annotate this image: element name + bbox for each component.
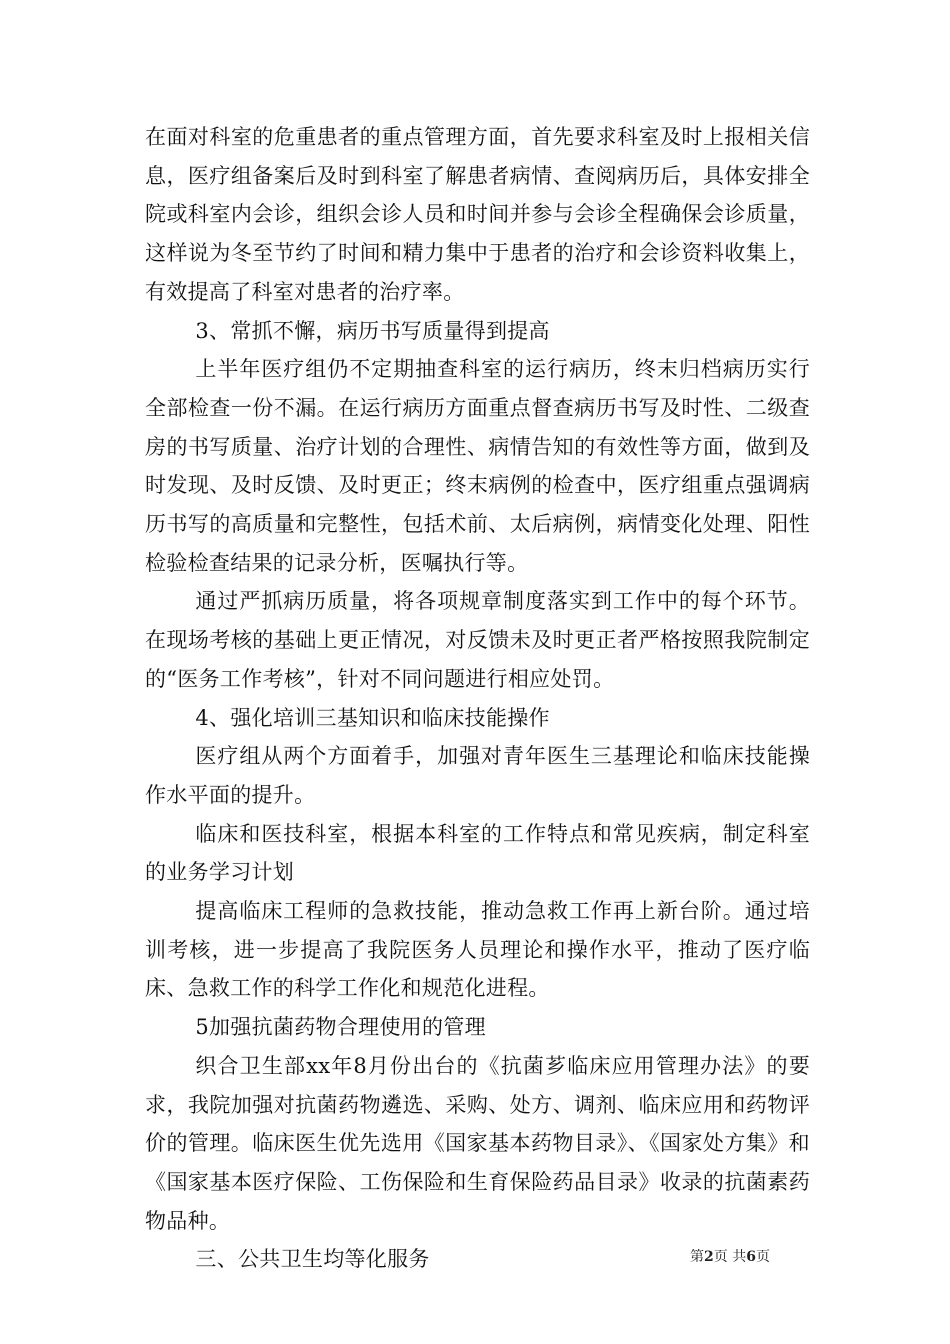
paragraph: 上半年医疗组仍不定期抽查科室的运行病历，终末归档病历实行全部检查一份不漏。在运行病历方面重点督查病历书写及时性、二级查房的书写质量、治疗计划的合理性、病情告知的有效性等方面，做到及时发现、及时反馈、及时更正；终末病例的检查中，医疗组重点强调病历书写的高质量和完整性，包括术前、太后病例，病情变化处理、阳性检验检查结果的记录分析，医嘱执行等。 (145, 357, 810, 575)
section-heading: 3、常抓不懈，病历书写质量得到提高 (195, 318, 550, 343)
section-heading: 5加强抗菌药物合理使用的管理 (195, 1015, 486, 1040)
paragraph: 通过严抓病历质量，将各项规章制度落实到工作中的每个环节。在现场考核的基础上更正情况，对反馈未及时更正者严格按照我院制定的“医务工作考核”，针对不同问题进行相应处罚。 (145, 589, 810, 691)
page-total: 6 (746, 1249, 756, 1265)
paragraph: 在面对科室的危重患者的重点管理方面，首先要求科室及时上报相关信息，医疗组备案后及时到科室了解患者病情、查阅病历后，具体安排全院或科室内会诊，组织会诊人员和时间并参与会诊全程确保会诊质量，这样说为冬至节约了时间和精力集中于患者的治疗和会诊资料收集上，有效提高了科室对患者的治疗率。 (145, 125, 810, 304)
footer-middle: 页 共 (713, 1249, 747, 1265)
section-heading: 三、公共卫生均等化服务 (195, 1247, 430, 1272)
paragraph: 临床和医技科室，根据本科室的工作特点和常见疾病，制定科室的业务学习计划 (145, 821, 810, 885)
page-footer (690, 1248, 770, 1266)
paragraph: 医疗组从两个方面着手，加强对青年医生三基理论和临床技能操作水平面的提升。 (145, 744, 810, 807)
section-heading: 4、强化培训三基知识和临床技能操作 (195, 705, 550, 730)
page-number: 2 (704, 1249, 714, 1265)
paragraph: 提高临床工程师的急救技能，推动急救工作再上新台阶。通过培训考核，进一步提高了我院医务人员理论和操作水平，推动了医疗临床、急救工作的科学工作化和规范化进程。 (145, 899, 810, 1001)
document-body (145, 118, 810, 1279)
paragraph: 织合卫生部xx年8月份出台的《抗菌芗临床应用管理办法》的要求，我院加强对抗菌药物遴选、采购、处方、调剂、临床应用和药物评价的管理。临床医生优先选用《国家基本药物目录》、《国家处方集》和《国家基本医疗保险、工伤保险和生育保险药品目录》收录的抗菌素药物品种。 (145, 1053, 810, 1233)
footer-prefix: 第 (690, 1249, 704, 1265)
footer-suffix: 页 (755, 1249, 770, 1265)
